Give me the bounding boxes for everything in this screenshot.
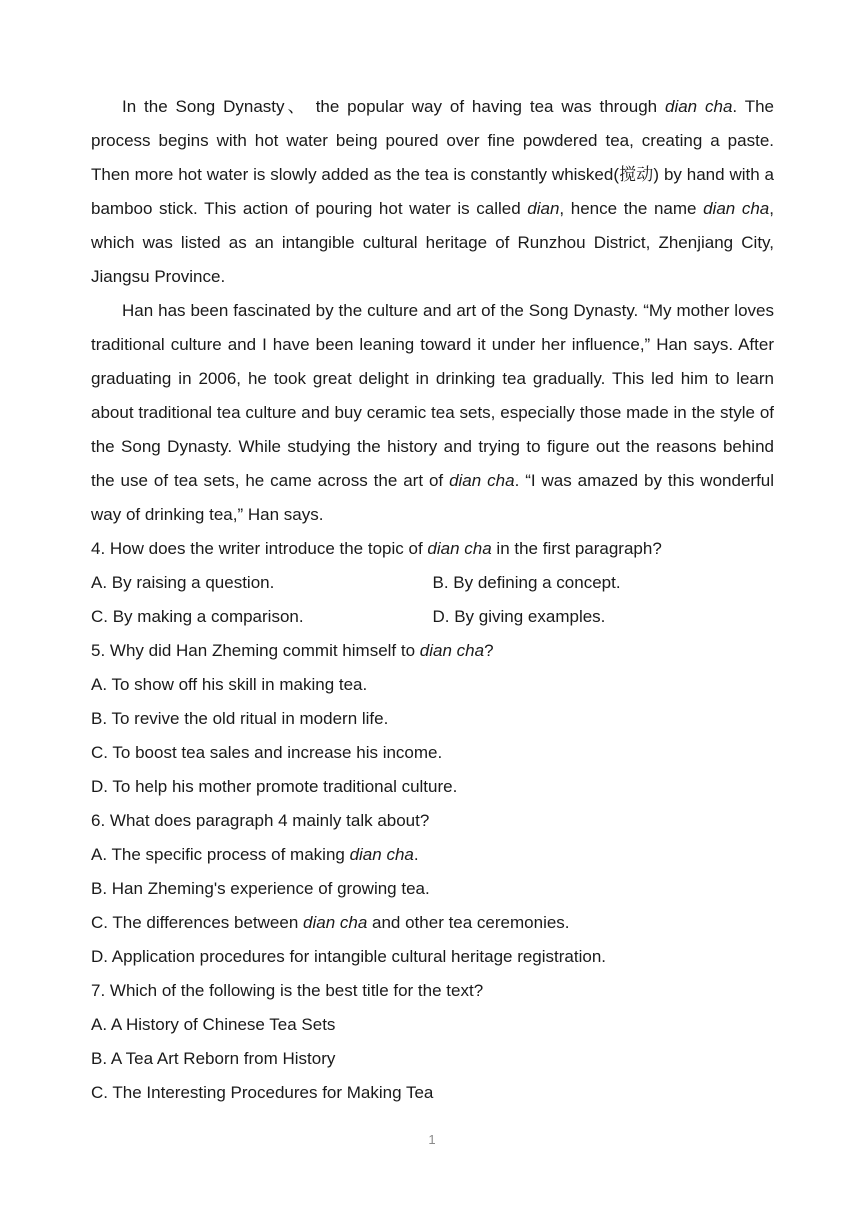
paragraph-text-2-1: Han has been fascinated by the culture and art of the Song Dynasty. “My mother loves traditional culture and I have been leaning toward it under her influence,” Han says. After graduating in 2006, he took great delight in drinking tea gradually. This led him to learn about traditional tea culture and buy ceramic tea sets, especially those made in the style of the Song Dynasty. While studying the history and trying to figure out the reasons behind the use of tea sets, he came across the art of — [91, 301, 774, 490]
question-4-option-b: B. By defining a concept. — [432, 573, 621, 592]
question-4-stem-end: in the first paragraph? — [491, 539, 662, 558]
paragraph-text-1-7: , hence the name — [559, 199, 704, 218]
paragraph-text-2-3: . “I was amazed by this wonderful way of drinking tea,” Han says. — [91, 471, 775, 524]
question-6-option-a-end: . — [413, 845, 419, 864]
question-4-options-row-2 — [91, 600, 774, 634]
question-6-option-c-italic: dian cha — [303, 913, 368, 932]
question-6-option-c-end: and other tea ceremonies. — [367, 913, 570, 932]
question-5-stem-italic: dian cha — [419, 641, 485, 660]
question-6-option-a-text: A. The specific process of making — [91, 845, 350, 864]
document-body — [91, 90, 774, 1110]
question-4-option-a: A. By raising a question. — [91, 573, 275, 592]
paragraph-1 — [91, 90, 774, 294]
question-7-option-c: C. The Interesting Procedures for Making Tea — [91, 1083, 434, 1102]
italic-term-1-6: dian — [527, 199, 560, 218]
question-6-option-a-italic: dian cha — [349, 845, 414, 864]
question-5-option-b: B. To revive the old ritual in modern life. — [91, 709, 389, 728]
question-4-options-row-1 — [91, 566, 774, 600]
italic-term-2-2: dian cha — [449, 471, 515, 490]
question-5-option-c: C. To boost tea sales and increase his income. — [91, 743, 443, 762]
italic-term-1-4: dian cha — [665, 97, 733, 116]
question-5-stem-text: 5. Why did Han Zheming commit himself to — [91, 641, 420, 660]
paragraph-text-1-2: 、 — [284, 97, 316, 116]
question-5-option-a: A. To show off his skill in making tea. — [91, 675, 368, 694]
question-6-option-c-text: C. The differences between — [91, 913, 304, 932]
question-6-stem: 6. What does paragraph 4 mainly talk about? — [91, 811, 430, 830]
question-7-stem: 7. Which of the following is the best title for the text? — [91, 981, 484, 1000]
page-number: 1 — [428, 1132, 436, 1147]
paragraph-text-1-5: . The process begins with hot water being poured over fine powdered tea, creating a paste. Then more hot water is slowly added as the tea is constantly whisked(搅动) by hand with a bamboo stick. This action of pouring hot water is called — [91, 97, 774, 218]
paragraph-text-1-1: In the Song Dynasty — [122, 97, 285, 116]
question-5-stem-end: ? — [484, 641, 494, 660]
question-4-option-d: D. By giving examples. — [432, 607, 606, 626]
italic-term-1-8: dian cha — [703, 199, 770, 218]
question-7-option-a: A. A History of Chinese Tea Sets — [91, 1015, 336, 1034]
question-7-option-b: B. A Tea Art Reborn from History — [91, 1049, 336, 1068]
question-4-option-c: C. By making a comparison. — [91, 607, 304, 626]
question-6-option-a — [91, 838, 774, 872]
question-6-option-d: D. Application procedures for intangible cultural heritage registration. — [91, 947, 607, 966]
paragraph-2 — [91, 294, 774, 532]
question-5-stem — [91, 634, 774, 668]
paragraph-text-1-9: , which was listed as an intangible cultural heritage of Runzhou District, Zhenjiang City, Jiangsu Province. — [91, 199, 774, 286]
question-4-stem — [91, 532, 774, 566]
paragraph-text-1-3: the popular way of having tea was through — [315, 97, 665, 116]
question-6-option-c — [91, 906, 774, 940]
question-6-option-b: B. Han Zheming's experience of growing tea. — [91, 879, 430, 898]
question-5-option-d: D. To help his mother promote traditional culture. — [91, 777, 458, 796]
question-4-stem-text: 4. How does the writer introduce the topic of — [91, 539, 428, 558]
question-4-stem-italic: dian cha — [427, 539, 492, 558]
